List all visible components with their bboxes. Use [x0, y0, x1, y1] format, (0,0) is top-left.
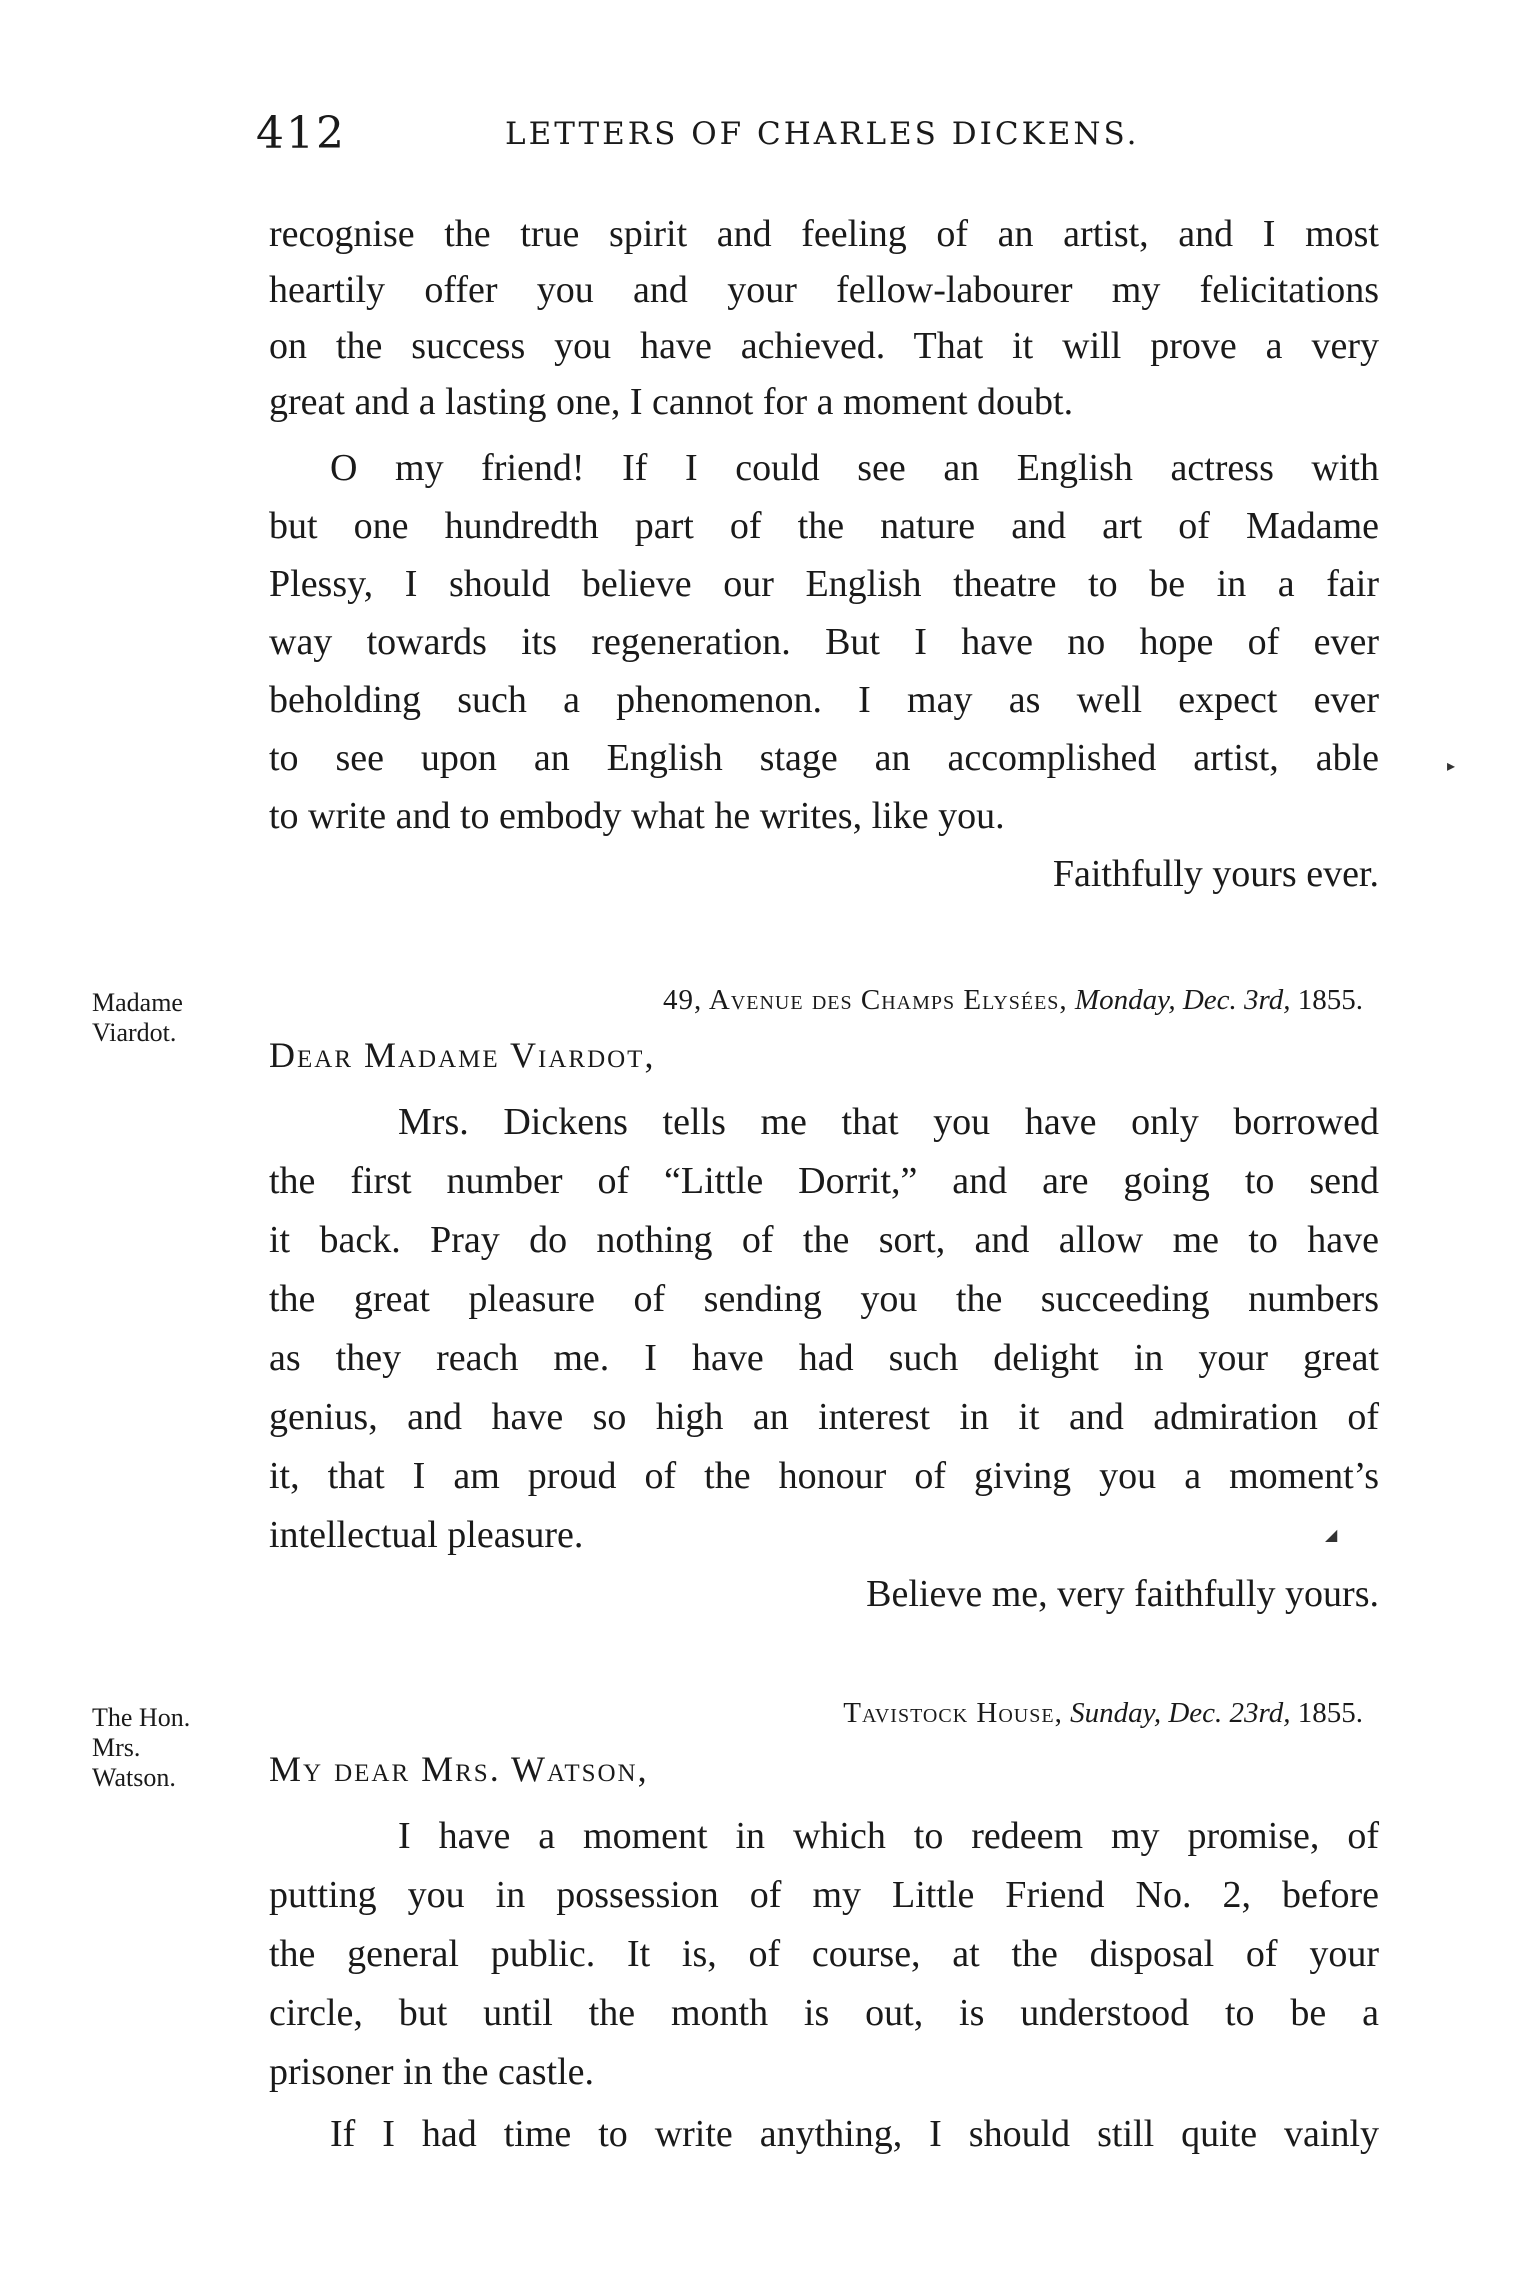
text-line: recognise the true spirit and feeling of an artist, and I most: [269, 213, 1379, 255]
sidenote-line: The Hon.: [92, 1703, 191, 1732]
text-line: beholding such a phenomenon. I may as well expect ever: [269, 679, 1379, 721]
text-line: I have a moment in which to redeem my promise, of: [398, 1815, 1379, 1857]
text-line: intellectual pleasure.: [269, 1514, 584, 1556]
text-line: it, that I am proud of the honour of giving you a moment’s: [269, 1455, 1379, 1497]
letter-address: 49, Avenue des Champs Elysées,: [662, 984, 1068, 1016]
text-line: to see upon an English stage an accomplished artist, able: [269, 737, 1379, 779]
letter-closing: Believe me, very faithfully yours.: [866, 1573, 1379, 1615]
text-line: circle, but until the month is out, is understood to be a: [269, 1992, 1379, 2034]
text-line: on the success you have achieved. That it will prove a very: [269, 325, 1379, 367]
sidenote-recipient: [92, 988, 183, 1048]
letter-year: 1855.: [1297, 984, 1363, 1016]
text-line: heartily offer you and your fellow-labourer my felicitations: [269, 269, 1379, 311]
print-speck: ◢: [1325, 1525, 1338, 1544]
sidenote-recipient: [92, 1703, 190, 1793]
letter-heading: [663, 984, 1363, 1017]
text-line: way towards its regeneration. But I have no hope of ever: [269, 621, 1379, 663]
text-line: it back. Pray do nothing of the sort, and allow me to have: [269, 1219, 1379, 1261]
text-line: the great pleasure of sending you the succeeding numbers: [269, 1278, 1379, 1320]
letter-date: Monday, Dec. 3rd,: [1074, 984, 1291, 1016]
letter-year: 1855.: [1297, 1697, 1363, 1729]
sidenote-line: Watson.: [92, 1763, 176, 1792]
text-line: O my friend! If I could see an English actress with: [330, 447, 1379, 489]
text-line: If I had time to write anything, I should still quite vainly: [330, 2113, 1379, 2155]
text-line: to write and to embody what he writes, like you.: [269, 795, 1005, 837]
letter-closing: Faithfully yours ever.: [1052, 853, 1379, 895]
text-line: the general public. It is, of course, at the disposal of your: [269, 1933, 1379, 1975]
text-line: prisoner in the castle.: [269, 2051, 595, 2093]
letter-heading: [843, 1697, 1363, 1730]
text-line: but one hundredth part of the nature and art of Madame: [269, 505, 1379, 547]
text-line: putting you in possession of my Little Friend No. 2, before: [269, 1874, 1379, 1916]
text-line: the first number of “Little Dorrit,” and are going to send: [269, 1160, 1379, 1202]
text-line: Mrs. Dickens tells me that you have only borrowed: [398, 1101, 1379, 1143]
running-head: [0, 108, 1523, 168]
sidenote-line: Madame: [92, 988, 183, 1017]
running-title: LETTERS OF CHARLES DICKENS.: [505, 116, 1140, 152]
letter-address: Tavistock House,: [843, 1697, 1063, 1729]
text-line: Plessy, I should believe our English theatre to be in a fair: [269, 563, 1379, 605]
text-line: great and a lasting one, I cannot for a moment doubt.: [269, 381, 1074, 423]
sidenote-line: Viardot.: [92, 1018, 177, 1047]
page-number: 412: [256, 108, 346, 159]
letter-date: Sunday, Dec. 23rd,: [1070, 1697, 1291, 1729]
sidenote-line: Mrs.: [92, 1733, 141, 1762]
salutation: My dear Mrs. Watson,: [269, 1749, 649, 1789]
text-line: as they reach me. I have had such delight in your great: [269, 1337, 1379, 1379]
text-line: genius, and have so high an interest in it and admiration of: [269, 1396, 1379, 1438]
salutation: Dear Madame Viardot,: [269, 1035, 656, 1075]
print-speck: ▸: [1447, 756, 1456, 775]
